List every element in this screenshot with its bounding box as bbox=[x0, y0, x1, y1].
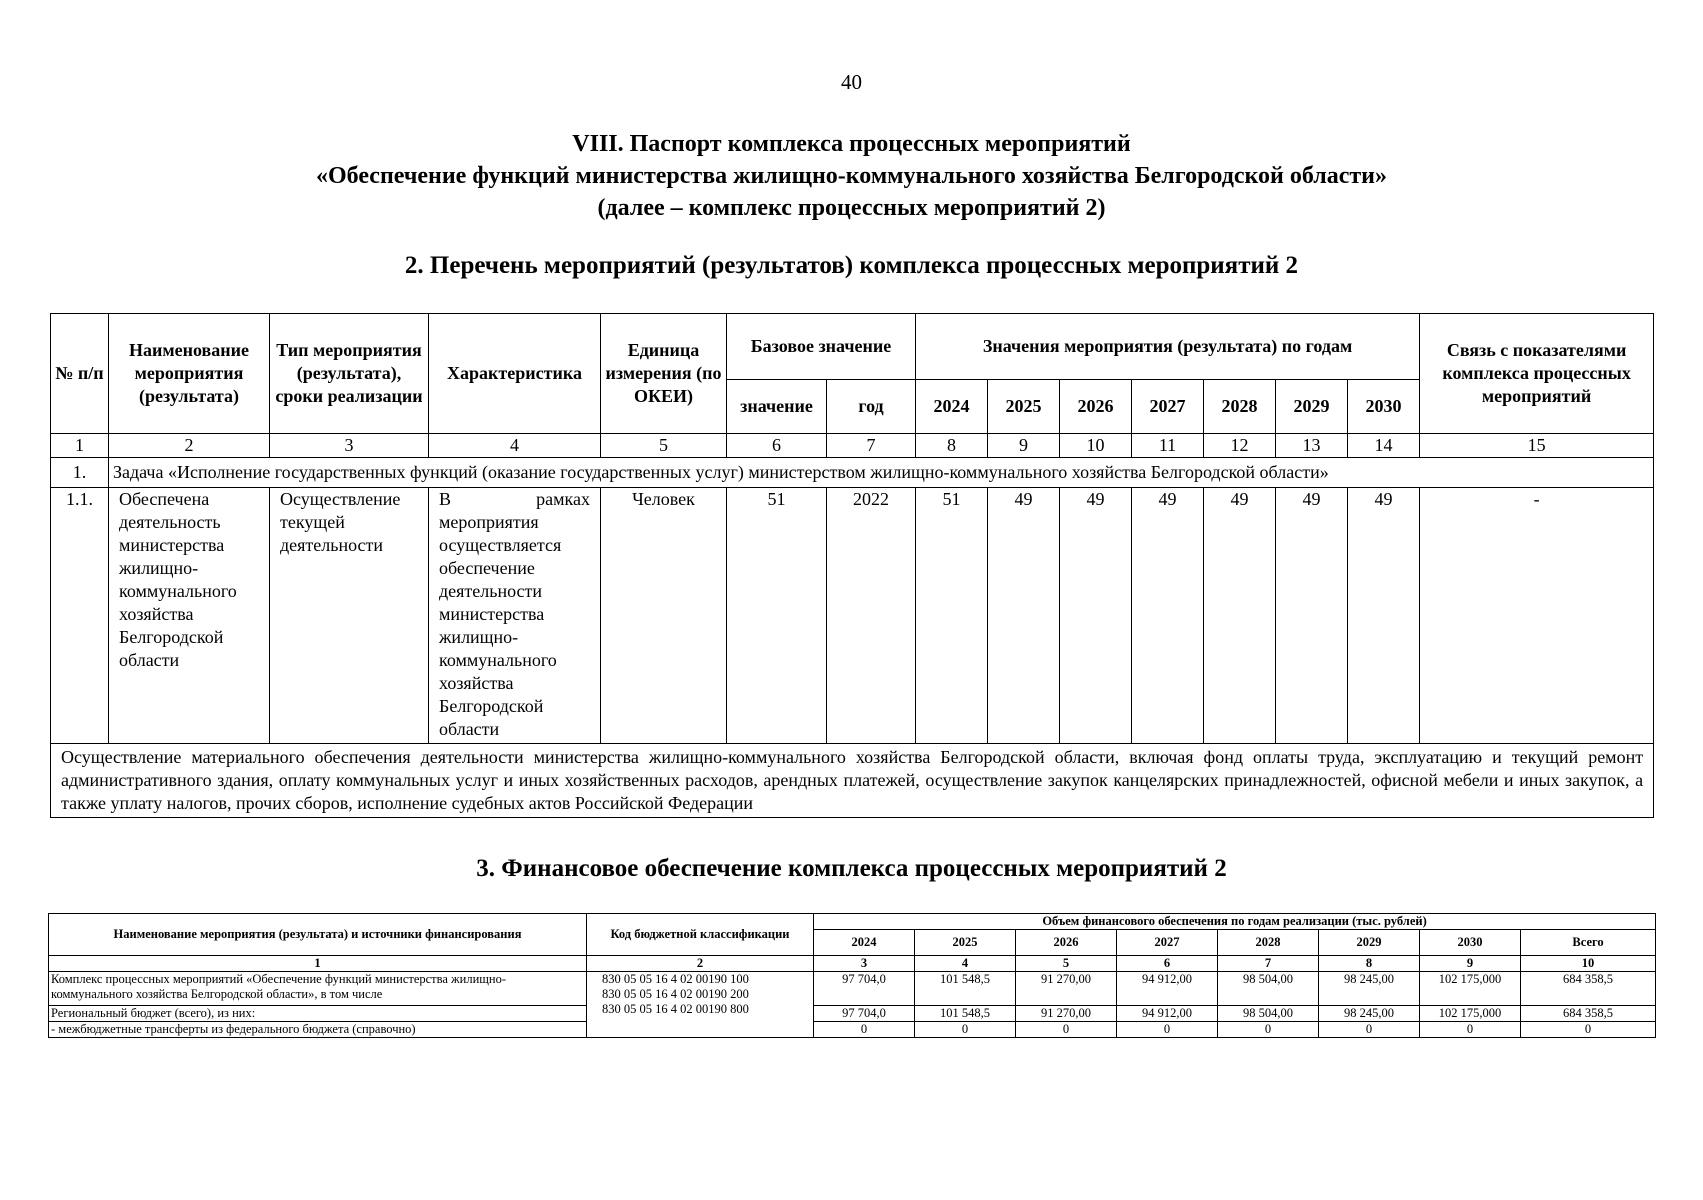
budget-code: 830 05 05 16 4 02 00190 800 bbox=[602, 1002, 749, 1016]
fin-value: 91 270,00 bbox=[1016, 1006, 1117, 1022]
header-num: № п/п bbox=[51, 314, 109, 434]
header-year: 2026 bbox=[1060, 380, 1132, 434]
title-line-2: «Обеспечение функций министерства жилищно-коммунального хозяйства Белгородской области» bbox=[316, 163, 1387, 189]
budget-code: 830 05 05 16 4 02 00190 200 bbox=[602, 987, 749, 1001]
row-year-value: 49 bbox=[1132, 488, 1204, 744]
row-year-value: 49 bbox=[1276, 488, 1348, 744]
budget-codes bbox=[587, 972, 814, 1038]
column-number: 11 bbox=[1132, 434, 1204, 458]
finance-table bbox=[48, 913, 1656, 1038]
header-year: 2028 bbox=[1204, 380, 1276, 434]
column-number: 3 bbox=[270, 434, 429, 458]
fin-header-code: Код бюджетной классификации bbox=[587, 914, 814, 956]
column-number: 1 bbox=[51, 434, 109, 458]
fin-value: 0 bbox=[1319, 1022, 1420, 1038]
section-3-heading: 3. Финансовое обеспечение комплекса процессных мероприятий 2 bbox=[476, 855, 1227, 882]
fin-header-year: 2030 bbox=[1420, 930, 1521, 956]
column-number: 15 bbox=[1420, 434, 1654, 458]
header-year: 2029 bbox=[1276, 380, 1348, 434]
fin-value: 97 704,0 bbox=[814, 1006, 915, 1022]
fin-value: 98 245,00 bbox=[1319, 972, 1420, 1006]
fin-value: 91 270,00 bbox=[1016, 972, 1117, 1006]
header-year: 2024 bbox=[916, 380, 988, 434]
task-num: 1. bbox=[51, 458, 109, 488]
header-characteristic: Характеристика bbox=[429, 314, 601, 434]
fin-value: 0 bbox=[1521, 1022, 1656, 1038]
header-type: Тип мероприятия (результата), сроки реализации bbox=[270, 314, 429, 434]
task-row bbox=[51, 458, 1654, 488]
fin-header-year: 2029 bbox=[1319, 930, 1420, 956]
column-number: 8 bbox=[916, 434, 988, 458]
fin-value: 684 358,5 bbox=[1521, 972, 1656, 1006]
fin-row-regional bbox=[49, 1006, 1656, 1022]
row-year-value: 49 bbox=[988, 488, 1060, 744]
column-number: 7 bbox=[1218, 956, 1319, 972]
task-text: Задача «Исполнение государственных функций (оказание государственных услуг) министерством жилищно-коммунального хозяйства Белгородской области» bbox=[109, 458, 1654, 488]
activity-row bbox=[51, 488, 1654, 744]
fin-column-numbers-row bbox=[49, 956, 1656, 972]
column-number: 10 bbox=[1521, 956, 1656, 972]
header-base-value: значение bbox=[727, 380, 827, 434]
header-year: 2030 bbox=[1348, 380, 1420, 434]
title-line-1: VIII. Паспорт комплекса процессных мероприятий bbox=[572, 131, 1131, 157]
fin-header-name: Наименование мероприятия (результата) и источники финансирования bbox=[49, 914, 587, 956]
header-link: Связь с показателями комплекса процессных мероприятий bbox=[1420, 314, 1654, 434]
column-number: 14 bbox=[1348, 434, 1420, 458]
fin-value: 97 704,0 bbox=[814, 972, 915, 1006]
fin-header-year: 2024 bbox=[814, 930, 915, 956]
fin-value: 101 548,5 bbox=[915, 1006, 1016, 1022]
row-year-value: 49 bbox=[1348, 488, 1420, 744]
header-year: 2025 bbox=[988, 380, 1060, 434]
fin-row-name: Комплекс процессных мероприятий «Обеспечение функций министерства жилищно-коммунального хозяйства Белгородской области», в том числе bbox=[49, 972, 587, 1006]
fin-value: 0 bbox=[1420, 1022, 1521, 1038]
row-base-year: 2022 bbox=[827, 488, 916, 744]
fin-value: 0 bbox=[1016, 1022, 1117, 1038]
row-unit: Человек bbox=[601, 488, 727, 744]
description-row bbox=[51, 744, 1654, 818]
fin-value: 98 504,00 bbox=[1218, 972, 1319, 1006]
fin-header-volume: Объем финансового обеспечения по годам реализации (тыс. рублей) bbox=[814, 914, 1656, 930]
column-number: 1 bbox=[49, 956, 587, 972]
title-line-3: (далее – комплекс процессных мероприятий 2) bbox=[597, 195, 1106, 221]
fin-value: 684 358,5 bbox=[1521, 1006, 1656, 1022]
column-number: 9 bbox=[1420, 956, 1521, 972]
row-base-value: 51 bbox=[727, 488, 827, 744]
column-number: 13 bbox=[1276, 434, 1348, 458]
fin-value: 102 175,000 bbox=[1420, 1006, 1521, 1022]
fin-value: 0 bbox=[814, 1022, 915, 1038]
fin-row-name: Региональный бюджет (всего), из них: bbox=[49, 1006, 587, 1022]
fin-header-year: 2027 bbox=[1117, 930, 1218, 956]
column-number: 2 bbox=[109, 434, 270, 458]
fin-value: 102 175,000 bbox=[1420, 972, 1521, 1006]
fin-value: 94 912,00 bbox=[1117, 972, 1218, 1006]
column-number: 6 bbox=[1117, 956, 1218, 972]
activities-table bbox=[50, 313, 1654, 818]
fin-value: 0 bbox=[1117, 1022, 1218, 1038]
row-characteristic: В рамках мероприятия осуществляется обеспечение деятельности министерства жилищно-коммунального хозяйства Белгородской области bbox=[429, 488, 601, 744]
budget-code: 830 05 05 16 4 02 00190 100 bbox=[602, 972, 749, 986]
fin-value: 98 504,00 bbox=[1218, 1006, 1319, 1022]
fin-value: 0 bbox=[915, 1022, 1016, 1038]
column-number: 5 bbox=[1016, 956, 1117, 972]
header-base-year: год bbox=[827, 380, 916, 434]
column-number: 5 bbox=[601, 434, 727, 458]
page-number: 40 bbox=[841, 70, 862, 94]
column-numbers-row bbox=[51, 434, 1654, 458]
column-number: 6 bbox=[727, 434, 827, 458]
column-number: 4 bbox=[429, 434, 601, 458]
row-year-value: 49 bbox=[1060, 488, 1132, 744]
row-num: 1.1. bbox=[51, 488, 109, 744]
column-number: 10 bbox=[1060, 434, 1132, 458]
fin-header-year: 2025 bbox=[915, 930, 1016, 956]
column-number: 8 bbox=[1319, 956, 1420, 972]
section-2-heading: 2. Перечень мероприятий (результатов) комплекса процессных мероприятий 2 bbox=[404, 252, 1299, 279]
fin-header-year: 2028 bbox=[1218, 930, 1319, 956]
column-number: 7 bbox=[827, 434, 916, 458]
fin-header-total: Всего bbox=[1521, 930, 1656, 956]
column-number: 4 bbox=[915, 956, 1016, 972]
fin-value: 98 245,00 bbox=[1319, 1006, 1420, 1022]
fin-row-name: - межбюджетные трансферты из федерального бюджета (справочно) bbox=[49, 1022, 587, 1038]
fin-header-year: 2026 bbox=[1016, 930, 1117, 956]
fin-value: 0 bbox=[1218, 1022, 1319, 1038]
header-name: Наименование мероприятия (результата) bbox=[109, 314, 270, 434]
column-number: 2 bbox=[587, 956, 814, 972]
row-year-value: 51 bbox=[916, 488, 988, 744]
header-years-group: Значения мероприятия (результата) по годам bbox=[916, 314, 1420, 380]
row-year-value: 49 bbox=[1204, 488, 1276, 744]
document-title bbox=[0, 128, 1703, 224]
fin-value: 94 912,00 bbox=[1117, 1006, 1218, 1022]
description-text: Осуществление материального обеспечения деятельности министерства жилищно-коммунального хозяйства Белгородской области, включая фонд оплаты труда, эксплуатацию и текущий ремонт административного здания, оплату коммунальных услуг и иных хозяйственных расходов, арендных платежей, осуществление закупок канцелярских принадлежностей, офисной мебели и иных закупок, а также уплату налогов, прочих сборов, исполнение судебных актов Российской Федерации bbox=[51, 744, 1654, 818]
header-unit: Единица измерения (по ОКЕИ) bbox=[601, 314, 727, 434]
row-link: - bbox=[1420, 488, 1654, 744]
row-type: Осуществление текущей деятельности bbox=[270, 488, 429, 744]
header-year: 2027 bbox=[1132, 380, 1204, 434]
header-base: Базовое значение bbox=[727, 314, 916, 380]
row-name: Обеспечена деятельность министерства жилищно-коммунального хозяйства Белгородской области bbox=[109, 488, 270, 744]
fin-value: 101 548,5 bbox=[915, 972, 1016, 1006]
column-number: 12 bbox=[1204, 434, 1276, 458]
fin-row-federal bbox=[49, 1022, 1656, 1038]
fin-row-complex bbox=[49, 972, 1656, 1006]
column-number: 9 bbox=[988, 434, 1060, 458]
column-number: 3 bbox=[814, 956, 915, 972]
